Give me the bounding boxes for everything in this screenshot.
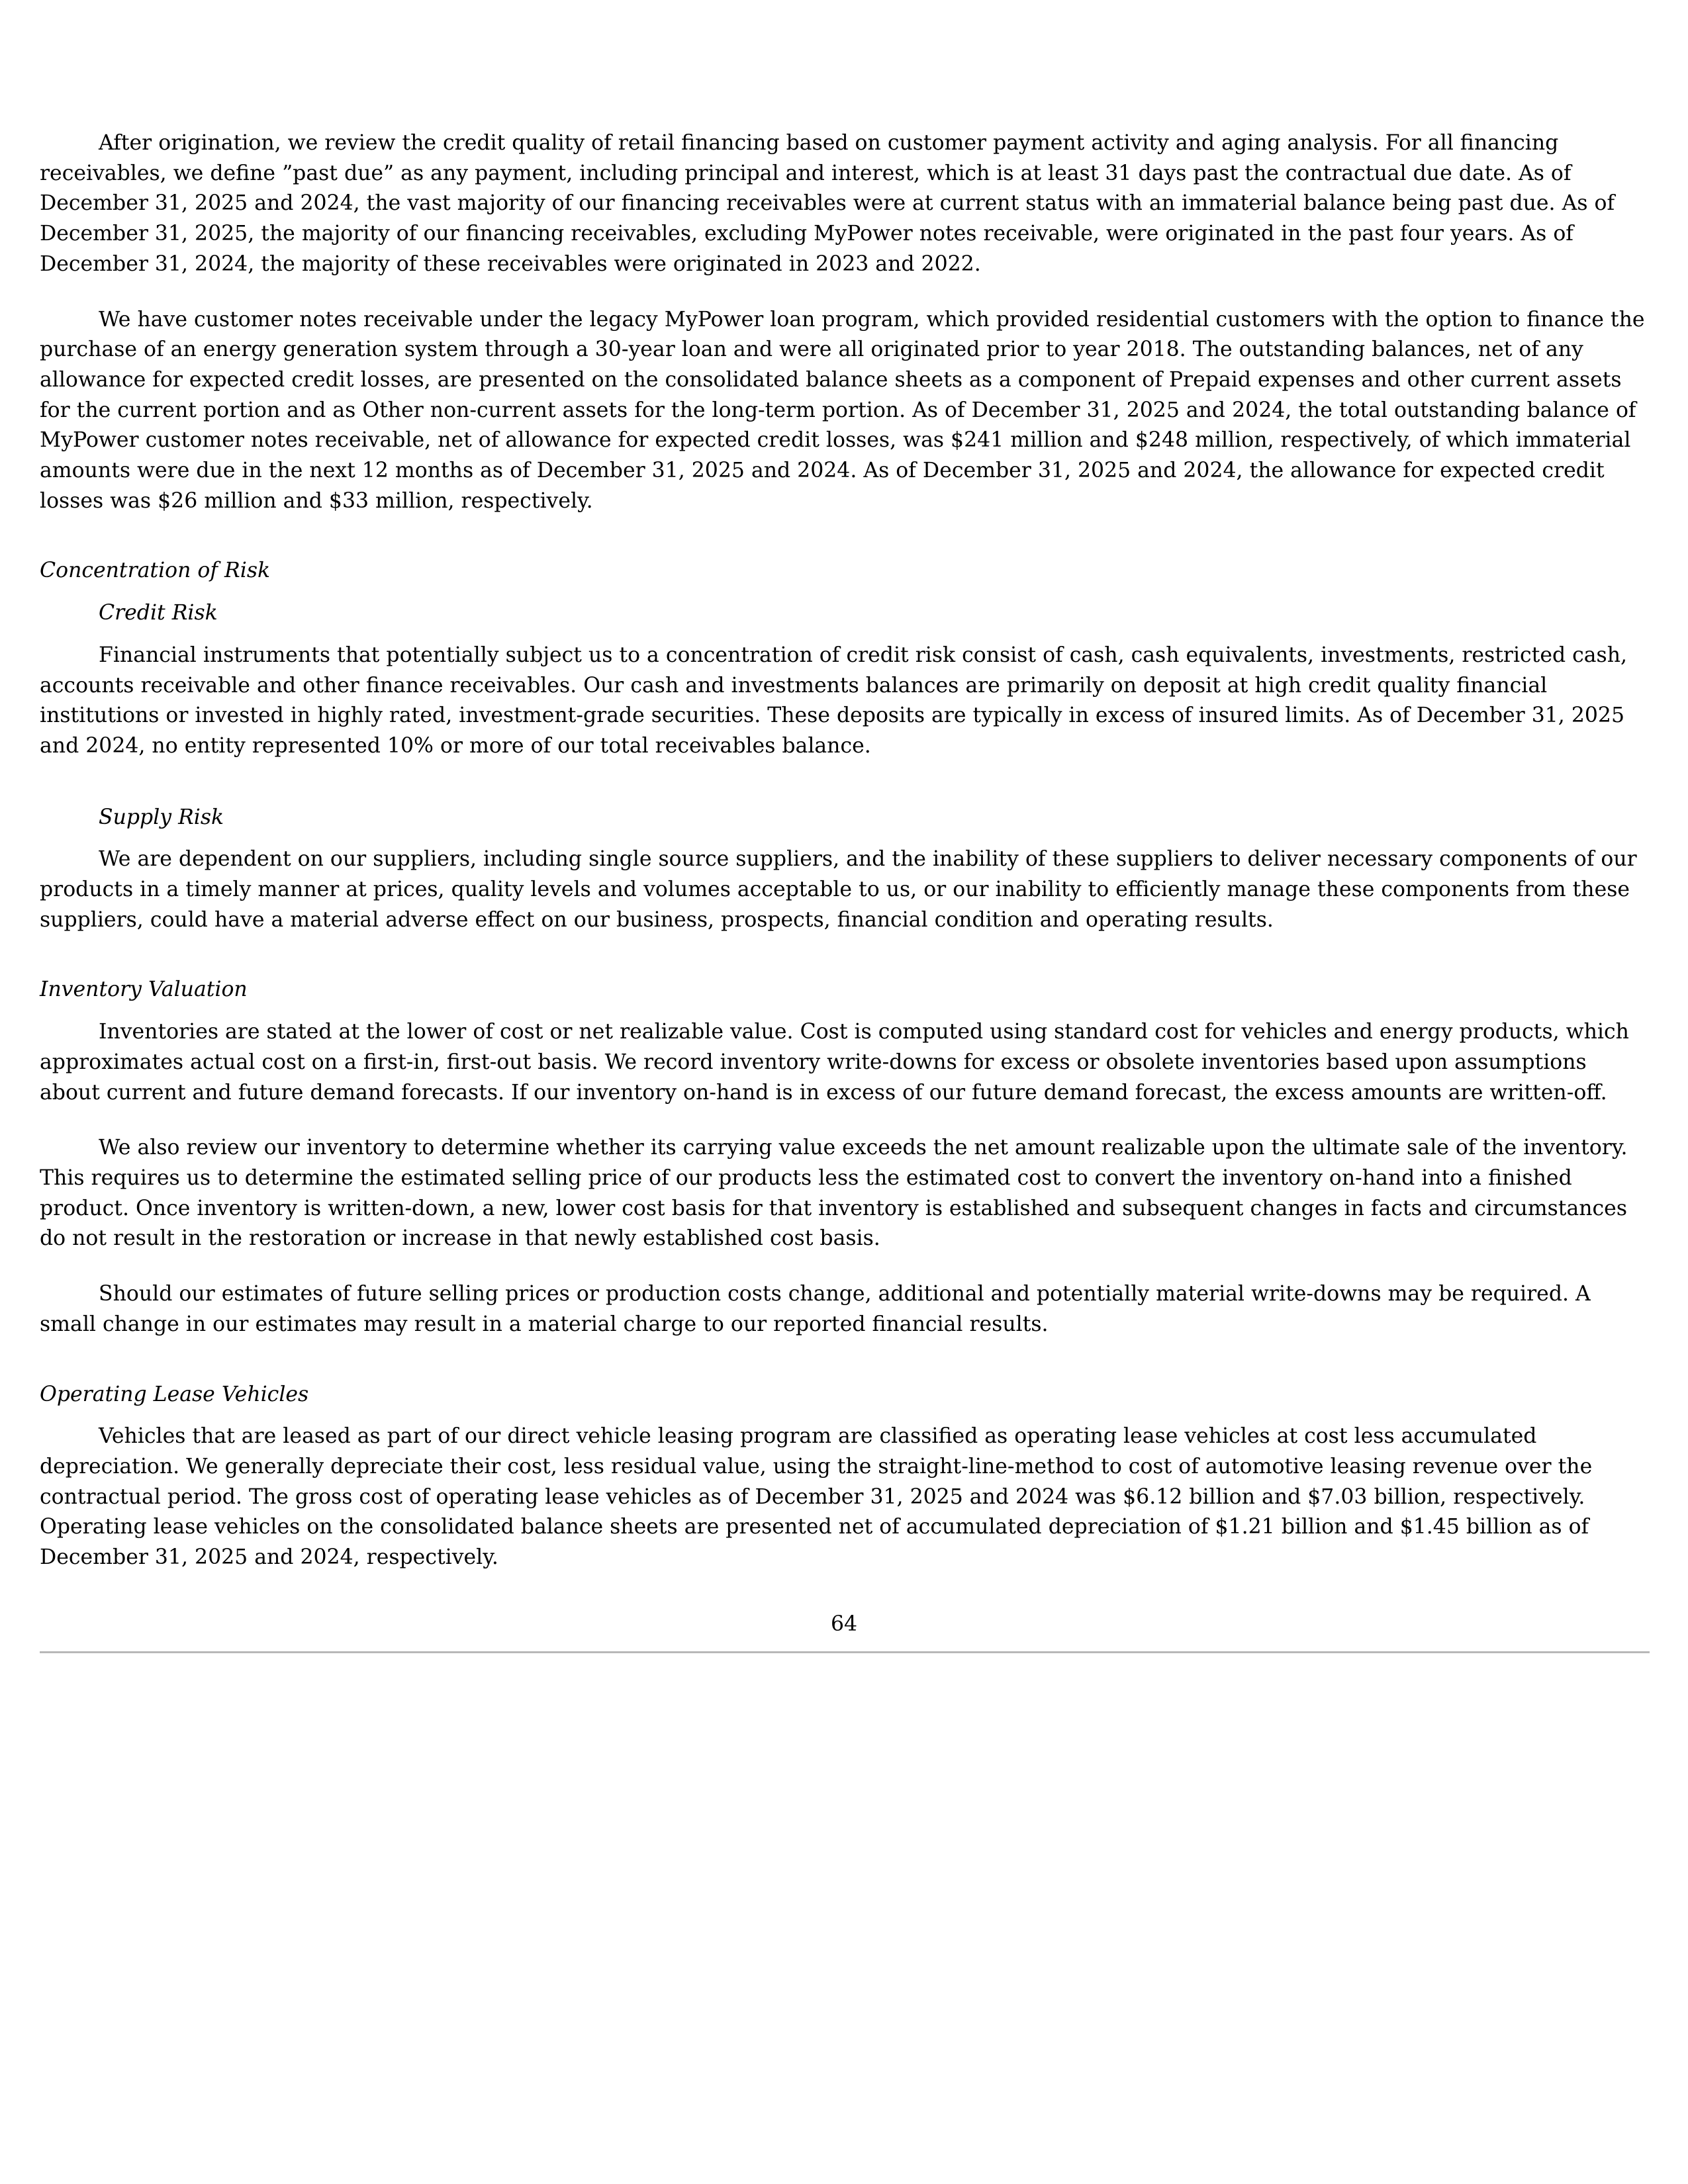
page-divider [40, 1651, 1650, 1653]
spacer [40, 787, 1650, 803]
section-heading-concentration-of-risk: Concentration of Risk [40, 559, 271, 583]
operating-lease-paragraph: Vehicles that are leased as part of our direct vehicle leasing program are classified as operating lease vehicles at cost less accumulated depreciation. We generally depreciate their cost, less residual value, using the straight-line-method to cost of automotive leasing revenue over the contractual period. The gross cost of operating lease vehicles as of December 31, 2025 and 2024 was $6.12 billion and $7.03 billion, respectively. Operating lease vehicles on the consolidated balance sheets are presented net of accumulated depreciation of $1.21 billion and $1.45 billion as of December 31, 2025 and 2024, respectively. [40, 1424, 1593, 1570]
financing-receivables-paragraph: After origination, we review the credit quality of retail financing based on customer payment activity and aging analysis. For all financing receivables, we define ”past due” as any payment, including principal and interest, which is at least 31 days past the contractual due date. As of December 31, 2025 and 2024, the vast majority of our financing receivables were at current status with an immaterial balance being past due. As of December 31, 2025, the majority of our financing receivables, excluding MyPower notes receivable, were originated in the past four years. As of December 31, 2024, the majority of these receivables were originated in 2023 and 2022. [40, 131, 1615, 276]
inventory-paragraph-2: We also review our inventory to determine whether its carrying value exceeds the net amount realizable upon the ultimate sale of the inventory. This requires us to determine the estimated selling price of our products less the estimated cost to convert the inventory on-hand into a finished product. Once inventory is written-down, a new, lower cost basis for that inventory is established and subsequent changes in facts and circumstances do not result in the restoration or increase in that newly established cost basis. [40, 1136, 1628, 1251]
inventory-paragraph-1: Inventories are stated at the lower of cost or net realizable value. Cost is computed using standard cost for vehicles and energy products, which approximates actual cost on a first-in, first-out basis. We record inventory write-downs for excess or obsolete inventories based upon assumptions about current and future demand forecasts. If our inventory on-hand is in excess of our future demand forecast, the excess amounts are written-off. [40, 1020, 1629, 1105]
page-number: 64 [830, 1612, 858, 1636]
section-heading-inventory-valuation: Inventory Valuation [40, 978, 248, 1002]
supply-risk-paragraph: We are dependent on our suppliers, including single source suppliers, and the inability of these suppliers to deliver necessary components of our products in a timely manner at prices, quality levels and volumes acceptable to us, or our inability to efficiently manage these components from these suppliers, could have a material adverse effect on our business, prospects, financial condition and operating results. [40, 847, 1637, 932]
section-heading-operating-lease-vehicles: Operating Lease Vehicles [40, 1382, 309, 1406]
inventory-paragraph-3: Should our estimates of future selling prices or production costs change, additional and potentially material write-downs may be required. A small change in our estimates may result in a material charge to our reported financial results. [40, 1282, 1591, 1336]
subheading-supply-risk: Supply Risk [99, 805, 224, 829]
mypower-notes-paragraph: We have customer notes receivable under the legacy MyPower loan program, which provided residential customers with the option to finance the purchase of an energy generation system through a 30-year loan and were all originated prior to year 2018. The outstanding balances, net of any allowance for expected credit losses, are presented on the consolidated balance sheets as a component of Prepaid expenses and other current assets for the current portion and as Other non-current assets for the long-term portion. As of December 31, 2025 and 2024, the total outstanding balance of MyPower customer notes receivable, net of allowance for expected credit losses, was $241 million and $248 million, respectively, of which immaterial amounts were due in the next 12 months as of December 31, 2025 and 2024. As of December 31, 2025 and 2024, the allowance for expected credit losses was $26 million and $33 million, respectively. [40, 307, 1645, 513]
credit-risk-paragraph: Financial instruments that potentially subject us to a concentration of credit risk consist of cash, cash equivalents, investments, restricted cash, accounts receivable and other finance receivables. Our cash and investments balances are primarily on deposit at high credit quality financial institutions or invested in highly rated, investment-grade securities. These deposits are typically in excess of insured limits. As of December 31, 2025 and 2024, no entity represented 10% or more of our total receivables balance. [40, 643, 1628, 758]
document-body [40, 128, 1650, 1598]
subheading-credit-risk: Credit Risk [99, 601, 218, 625]
